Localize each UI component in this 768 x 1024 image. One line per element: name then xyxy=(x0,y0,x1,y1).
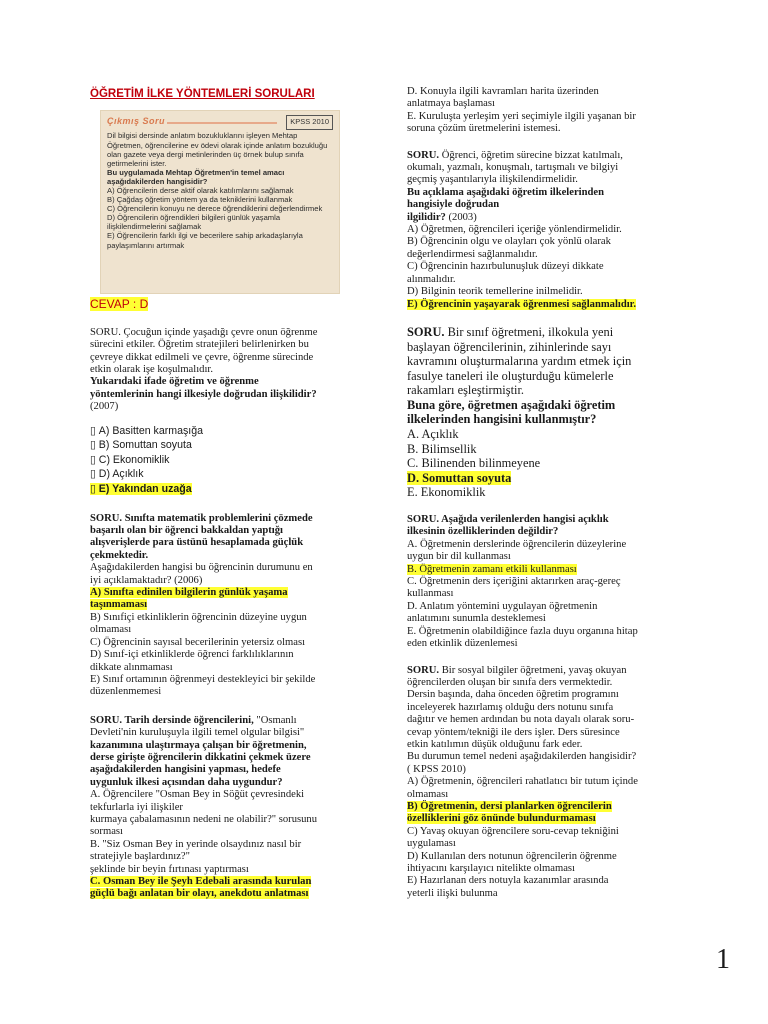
option: B. "Siz Osman Bey in yerinde olsaydınız nasıl bir xyxy=(90,838,302,850)
question-stem: Yukarıdaki ifade öğretim ve öğrenme xyxy=(90,376,259,388)
question-stem: SORU. Bir sosyal bilgiler öğretmeni, yavaş okuyan xyxy=(407,664,627,676)
text-line: etkin katılımın düşük olduğunu fark eder. xyxy=(407,738,583,750)
question-stem: başarılı olan bir öğrenci bakkaldan yaptığı xyxy=(90,525,283,537)
text-line: iyi açıklamaktadır? (2006) xyxy=(90,574,203,586)
question-stem: yöntemlerinin hangi ilkesiyle doğrudan ilişkilidir? xyxy=(90,388,317,400)
option: olmaması xyxy=(90,624,132,636)
page-number: 1 xyxy=(716,944,730,975)
correct-option: A) Sınıfta edinilen bilgilerin günlük yaşama xyxy=(90,587,288,599)
option: sorması xyxy=(90,826,123,838)
text-line: fasulye taneleri ile oluşturduğu kümelerle xyxy=(407,368,614,383)
option: soruna çözüm üretmelerini istemesi. xyxy=(407,123,561,135)
question-5 xyxy=(407,325,685,500)
clipping-option: A) Öğrencilerin derse aktif olarak katılımlarını sağlamak xyxy=(107,185,294,195)
correct-option: E) Öğrencinin yaşayarak öğrenmesi sağlanmalıdır. xyxy=(407,298,637,310)
option: ihtiyacını karşılayıcı nitelikte olmaması xyxy=(407,863,575,874)
question-stem: Bu açıklama aşağıdaki öğretim ilkelerinden xyxy=(407,186,604,198)
option: değerlendirmesi sağlanmalıdır. xyxy=(407,248,538,260)
option: şeklinde bir beyin fırtınası yaptırması xyxy=(90,863,249,875)
question-stem: SORU. Tarih dersinde öğrencilerini, "Osmanlı xyxy=(90,714,297,726)
option: uygulaması xyxy=(407,838,456,850)
option: olmaması xyxy=(407,788,449,800)
clipping-stem: Dil bilgisi dersinde anlatım bozukluklarını işleyen Mehtap Öğretmen, öğrencilerine ev ödevi olarak içinde anlatım bozukluğu olan gazete veya dergi metinlerinden üç örnek bulup sınıfa getirmelerini ister. xyxy=(107,131,328,168)
option: A. Öğretmenin derslerinde öğrencilerin düzeylerine xyxy=(407,538,627,550)
option: E. Ekonomiklik xyxy=(407,485,486,500)
question-stem: SORU. Aşağıda verilenlerden hangisi açıklık xyxy=(407,514,609,526)
option: B) Öğrencinin olgu ve olayları çok yönlü olarak xyxy=(407,236,611,248)
option: D) Bilginin teorik temellerine inilmelidir. xyxy=(407,286,583,298)
question-3-continued xyxy=(407,86,685,136)
question-stem: SORU. Öğrenci, öğretim sürecine bizzat katılmalı, xyxy=(407,149,623,161)
year-label: (2007) xyxy=(90,401,119,413)
text-line: öğrencilerden oluşan bir sınıfa ders vermektedir. xyxy=(407,676,613,688)
clipping-rule xyxy=(167,122,277,124)
text-line: etkin olarak işe koşulmalıdır. xyxy=(90,364,213,376)
question-7 xyxy=(407,665,685,901)
option: tekfurlarla iyi ilişkiler xyxy=(90,801,183,813)
page-title: ÖĞRETİM İLKE YÖNTEMLERİ SORULARI xyxy=(90,88,315,100)
question-1 xyxy=(90,327,362,497)
text-line: Dersin başında, daha önceden öğretim programını xyxy=(407,689,619,701)
text-line: çevreye dikkat edilmeli ve çevre, öğrenme sürecinde xyxy=(90,351,314,363)
question-stem: alışverişlerde para üstünü hesaplamada güçlük xyxy=(90,537,304,549)
option: E. Kuruluşta yerleşim yeri seçimiyle ilgili yaşanan bir xyxy=(407,110,636,122)
text-line: başlayan öğrencilerinin, zihinlerinde sayı xyxy=(407,339,612,354)
question-stem: ilgilidir? (2003) xyxy=(407,211,477,223)
missing-glyph-icon: ▯ xyxy=(90,439,96,452)
correct-option: B) Öğretmenin, dersi planlarken öğrencilerin xyxy=(407,800,612,812)
option: A) Öğretmenin, öğrencileri rahatlatıcı bir tutum içinde xyxy=(407,776,638,788)
option: E) Hazırlanan ders notuyla kazanımlar arasında xyxy=(407,875,609,887)
correct-option: taşınmaması xyxy=(90,599,148,611)
clipping-option: E) Öğrencilerin farklı ilgi ve becerilere sahip arkadaşlarıyla paylaşımlarını artırmak xyxy=(107,231,303,250)
correct-option: ▯ E) Yakından uzağa xyxy=(90,483,192,496)
option: ▯ B) Somuttan soyuta xyxy=(90,439,192,452)
option: D) Sınıf-içi etkinliklerde öğrenci farklılıklarının xyxy=(90,649,294,661)
option: C) Öğrencinin hazırbulunuşluk düzeyi dikkate xyxy=(407,261,604,273)
option: D. Anlatım yöntemini uygulayan öğretmenin xyxy=(407,600,598,612)
text-line: SORU. Çocuğun içinde yaşadığı çevre onun öğrenme xyxy=(90,326,318,338)
clipping-exam-badge: KPSS 2010 xyxy=(286,115,333,129)
option: ▯ A) Basitten karmaşığa xyxy=(90,424,204,437)
question-6 xyxy=(407,514,685,650)
option-list xyxy=(90,424,362,497)
text-line: dağıtır ve hemen ardından bu nota dayalı olarak soru- xyxy=(407,714,635,726)
option: A. Açıklık xyxy=(407,427,459,442)
text-line: rakamları eşleştirmiştir. xyxy=(407,383,524,398)
correct-option: özelliklerini göz önünde bulundurmaması xyxy=(407,813,596,825)
missing-glyph-icon: ▯ xyxy=(90,483,96,496)
option: stratejiyle başlardınız?" xyxy=(90,851,190,863)
clipping-option: C) Öğrencilerin konuyu ne derece öğrendiklerini değerlendirmek xyxy=(107,204,323,214)
option: ▯ C) Ekonomiklik xyxy=(90,453,170,466)
text-line: sürecini etkiler. Öğretim stratejileri belirlenirken bu xyxy=(90,339,309,351)
option: E) Sınıf ortamının öğrenmeyi destekleyici bir şekilde xyxy=(90,673,316,685)
clipping-question: Bu uygulamada Mehtap Öğretmen'in temel amacı aşağıdakilerden hangisidir? xyxy=(107,167,285,186)
question-stem: çekmektedir. xyxy=(90,549,149,561)
clipping-body xyxy=(107,131,335,249)
option: A. Öğrencilere "Osman Bey in Söğüt çevresindeki xyxy=(90,789,305,801)
question-2 xyxy=(90,513,362,699)
option: A) Öğretmen, öğrencileri içeriğe yönlendirmelidir. xyxy=(407,224,622,236)
option: alınmalıdır. xyxy=(407,273,456,285)
clipping-brand: Çıkmış Soru xyxy=(107,116,166,127)
option: uygun bir dil kullanması xyxy=(407,551,511,563)
option: anlatmaya başlaması xyxy=(407,98,495,110)
correct-option: B. Öğretmenin zamanı etkili kullanması xyxy=(407,563,577,575)
option: eden etkinlik düzenlemesi xyxy=(407,638,518,650)
answer-label: CEVAP : D xyxy=(90,297,149,312)
question-stem: hangisiyle doğrudan xyxy=(407,199,500,211)
text-line: kavramını oluşturmalarına yardım etmek için xyxy=(407,354,632,369)
missing-glyph-icon: ▯ xyxy=(90,453,96,466)
question-stem: derse girişte öğrencilerin dikkatini çekmek üzere xyxy=(90,751,311,763)
option: dikkate alınmaması xyxy=(90,661,173,673)
left-column xyxy=(90,88,362,912)
text-line: Aşağıdakilerden hangisi bu öğrencinin durumunu en xyxy=(90,562,313,574)
missing-glyph-icon: ▯ xyxy=(90,424,96,437)
question-stem: ilkesinin özelliklerinden değildir? xyxy=(407,526,559,538)
option: B) Sınıfiçi etkinliklerin öğrencinin düzeyine uygun xyxy=(90,611,307,623)
option: C. Öğretmenin ders içeriğini aktarırken araç-gereç xyxy=(407,576,621,588)
option: D) Kullanılan ders notunun öğrencilerin öğrenme xyxy=(407,850,617,862)
question-3 xyxy=(90,715,362,901)
option: E. Öğretmenin olabildiğince fazla duyu organına hitap xyxy=(407,625,638,637)
option: kullanması xyxy=(407,588,454,600)
option: D. Konuyla ilgili kavramları harita üzerinden xyxy=(407,86,599,97)
clipping-option: B) Çağdaş öğretim yöntem ya da tekniklerini kullanmak xyxy=(107,195,293,205)
text-line: ( KPSS 2010) xyxy=(407,763,466,775)
question-stem: kazanımına ulaştırmaya çalışan bir öğretmenin, xyxy=(90,739,307,751)
option: anlatımını sunumla desteklemesi xyxy=(407,613,546,625)
question-stem: SORU. Bir sınıf öğretmeni, ilkokula yeni xyxy=(407,324,614,339)
correct-option: güçlü bağı anlatan bir olayı, anekdotu anlatması xyxy=(90,888,309,900)
option: C) Yavaş okuyan öğrencilere soru-cevap tekniğini xyxy=(407,825,619,837)
question-stem: aşağıdakilerden hangisini yapması, hedefe xyxy=(90,764,281,776)
question-stem: Buna göre, öğretmen aşağıdaki öğretim xyxy=(407,397,616,412)
text-line: geçmiş yaşantılarıyla ilişkilendirmelidir. xyxy=(407,174,578,186)
question-4 xyxy=(407,150,685,311)
exam-clipping-image xyxy=(100,110,340,294)
option: B. Bilimsellik xyxy=(407,441,477,456)
option: düzenlenmemesi xyxy=(90,686,162,698)
text-line: okumalı, yazmalı, konuşmalı, tartışmalı ve bilgiyi xyxy=(407,162,619,174)
option: ▯ D) Açıklık xyxy=(90,468,144,481)
text-line: inceleyerek hazırlamış olduğu ders notunu sınıfa xyxy=(407,701,614,713)
option: kurmaya çabalamasının nedeni ne olabilir?" sorusunu xyxy=(90,813,318,825)
missing-glyph-icon: ▯ xyxy=(90,468,96,481)
option: C. Bilinenden bilinmeyene xyxy=(407,456,541,471)
option: C) Öğrencinin sayısal becerilerinin yetersiz olması xyxy=(90,636,306,648)
correct-option: C. Osman Bey ile Şeyh Edebali arasında kurulan xyxy=(90,876,312,887)
question-stem: SORU. Sınıfta matematik problemlerini çözmede xyxy=(90,512,313,524)
option: yeterli ilişki bulunma xyxy=(407,887,498,899)
text-line: cevap yöntem/tekniği ile ders işler. Ders süresince xyxy=(407,726,620,738)
right-column xyxy=(407,86,685,911)
question-stem: Devleti'nin kuruluşuyla ilgili temel olgular bilgisi" xyxy=(90,727,305,739)
clipping-option: D) Öğrencilerin öğrendikleri bilgileri günlük yaşamla ilişkilendirmelerini sağlamak xyxy=(107,213,281,232)
correct-option: D. Somuttan soyuta xyxy=(407,470,512,485)
question-stem: ilkelerinden hangisini kullanmıştır? xyxy=(407,412,597,427)
text-line: Bu durumun temel nedeni aşağıdakilerden hangisidir? xyxy=(407,751,637,763)
question-stem: uygunluk ilkesi açısından daha uygundur? xyxy=(90,776,283,788)
